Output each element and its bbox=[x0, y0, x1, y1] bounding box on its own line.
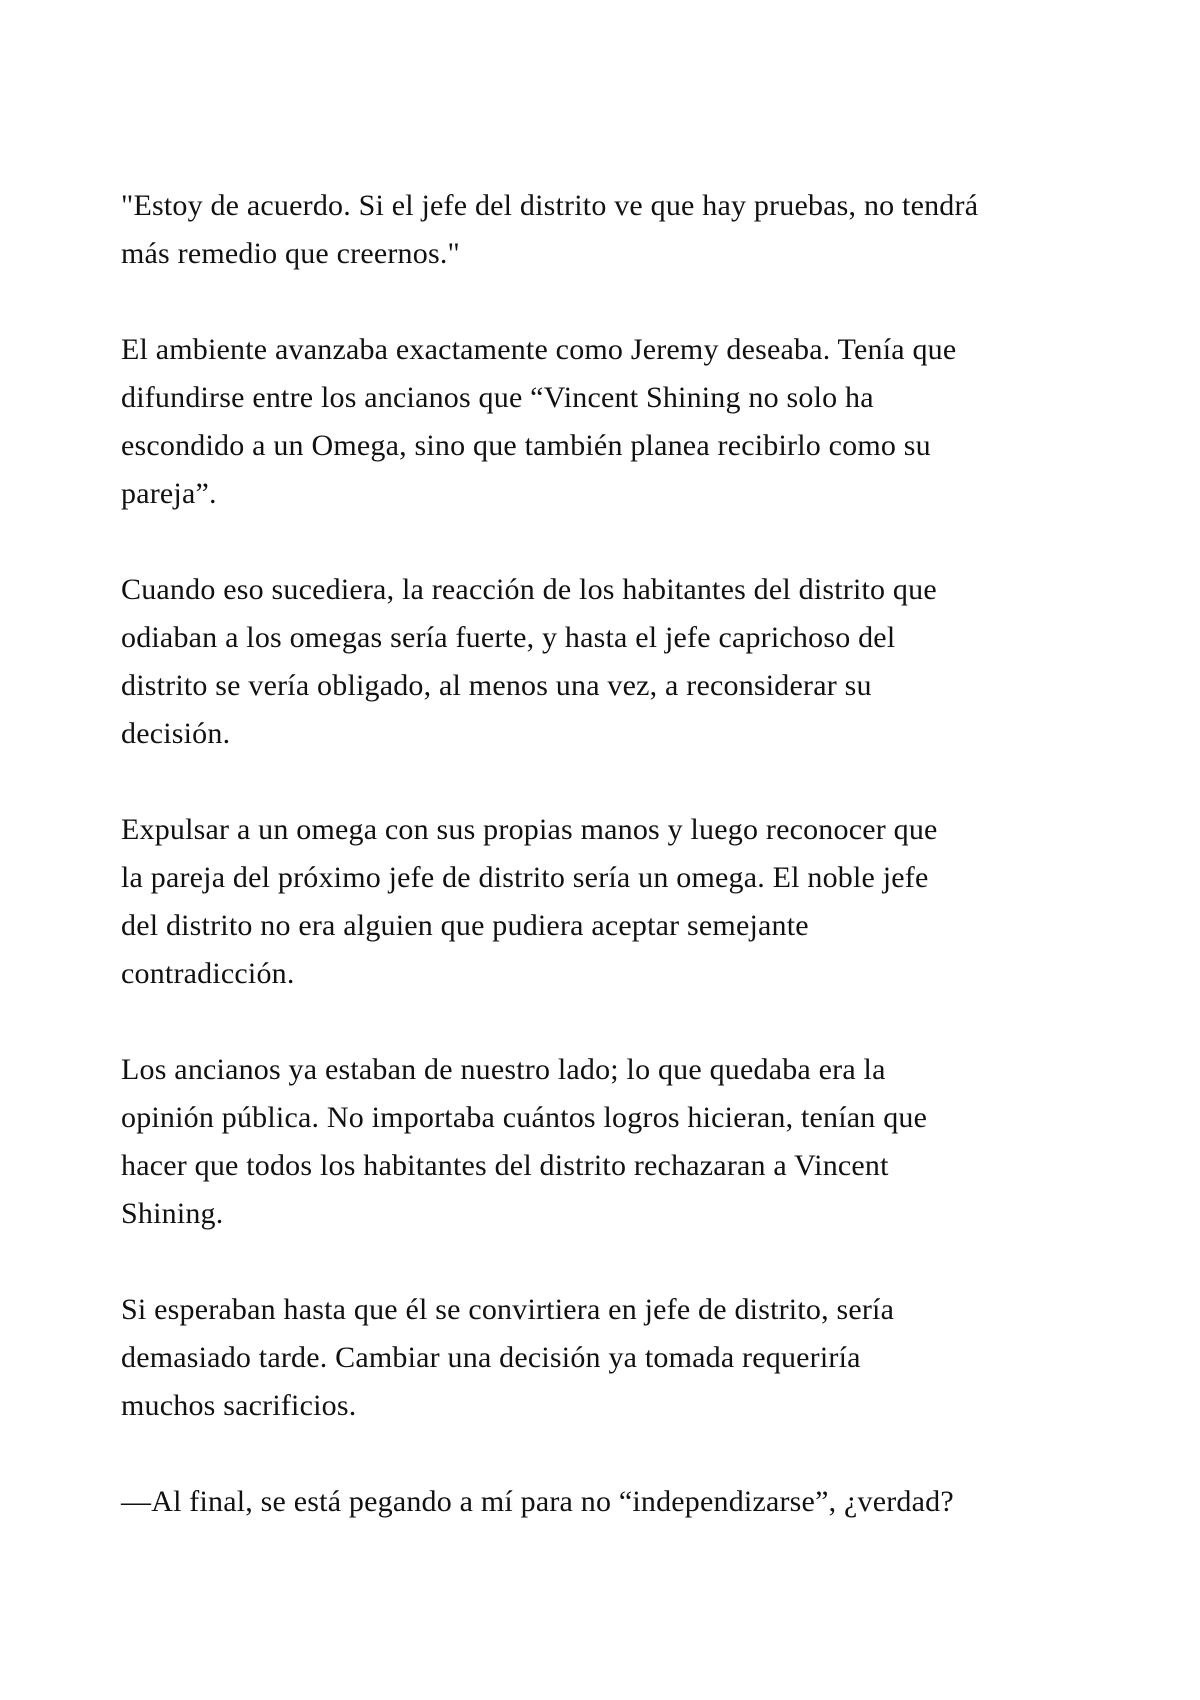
text-line: Si esperaban hasta que él se convirtiera en jefe de distrito, sería bbox=[121, 1293, 895, 1326]
text-line: Shining. bbox=[121, 1197, 224, 1230]
text-line: Cuando eso sucediera, la reacción de los habitantes del distrito que bbox=[121, 573, 937, 606]
paragraph-7-dialogue bbox=[121, 1478, 1101, 1526]
text-line: hacer que todos los habitantes del distrito rechazaran a Vincent bbox=[121, 1149, 889, 1182]
text-line: la pareja del próximo jefe de distrito sería un omega. El noble jefe bbox=[121, 861, 929, 894]
paragraph-1 bbox=[121, 182, 1101, 278]
paragraph-6 bbox=[121, 1286, 1101, 1430]
text-line: Expulsar a un omega con sus propias manos y luego reconocer que bbox=[121, 813, 938, 846]
text-line: "Estoy de acuerdo. Si el jefe del distrito ve que hay pruebas, no tendrá bbox=[121, 189, 979, 222]
text-line: escondido a un Omega, sino que también planea recibirlo como su bbox=[121, 429, 931, 462]
paragraph-3 bbox=[121, 566, 1101, 758]
text-line: Los ancianos ya estaban de nuestro lado; lo que quedaba era la bbox=[121, 1053, 886, 1086]
text-line: pareja”. bbox=[121, 477, 217, 510]
paragraph-2 bbox=[121, 326, 1101, 518]
text-line: demasiado tarde. Cambiar una decisión ya tomada requeriría bbox=[121, 1341, 861, 1374]
text-line: más remedio que creernos." bbox=[121, 237, 460, 270]
text-line: difundirse entre los ancianos que “Vincent Shining no solo ha bbox=[121, 381, 874, 414]
text-line: —Al final, se está pegando a mí para no “independizarse”, ¿verdad? bbox=[121, 1485, 954, 1518]
text-line: del distrito no era alguien que pudiera aceptar semejante bbox=[121, 909, 809, 942]
text-line: opinión pública. No importaba cuántos logros hicieran, tenían que bbox=[121, 1101, 928, 1134]
text-line: muchos sacrificios. bbox=[121, 1389, 357, 1422]
paragraph-5 bbox=[121, 1046, 1101, 1238]
document-page bbox=[121, 182, 1101, 1526]
text-line: contradicción. bbox=[121, 957, 295, 990]
text-line: decisión. bbox=[121, 717, 231, 750]
text-line: distrito se vería obligado, al menos una vez, a reconsiderar su bbox=[121, 669, 872, 702]
text-line: El ambiente avanzaba exactamente como Jeremy deseaba. Tenía que bbox=[121, 333, 957, 366]
text-line: odiaban a los omegas sería fuerte, y hasta el jefe caprichoso del bbox=[121, 621, 896, 654]
paragraph-4 bbox=[121, 806, 1101, 998]
